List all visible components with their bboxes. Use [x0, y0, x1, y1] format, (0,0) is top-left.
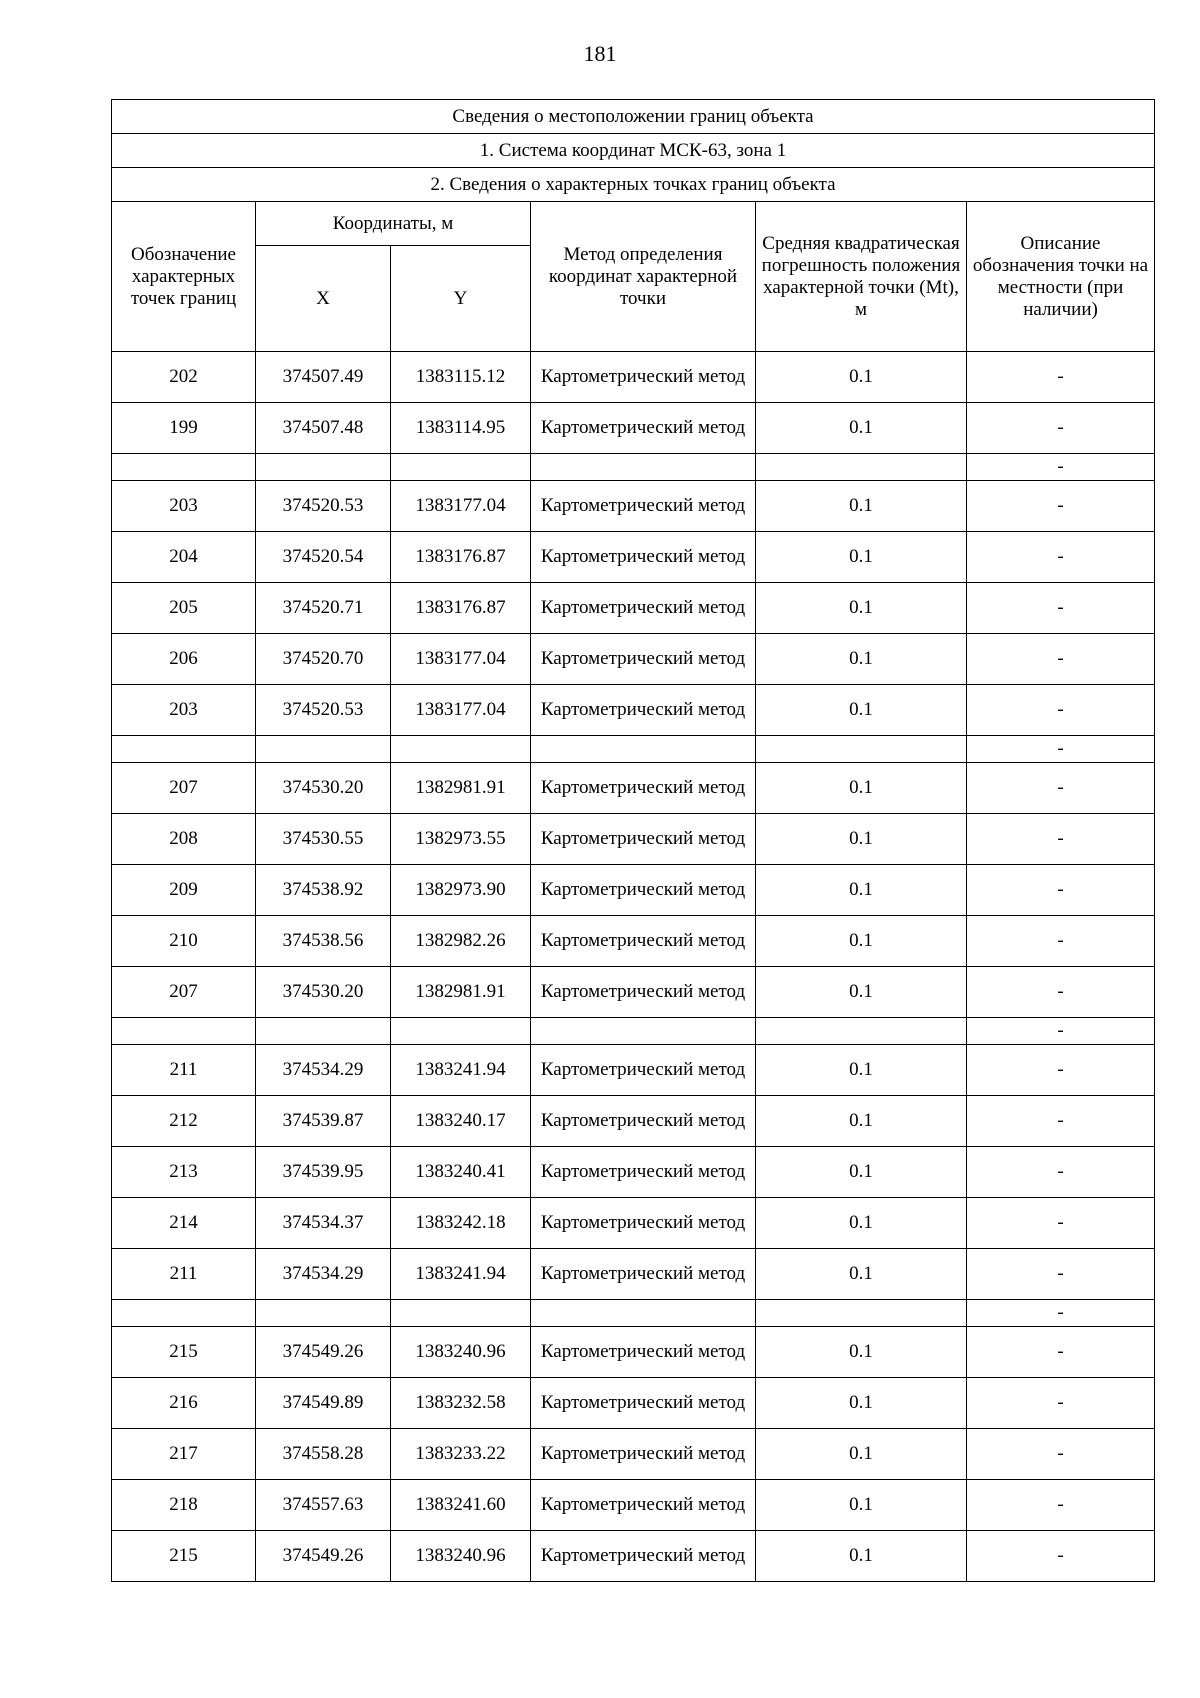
- point-id-cell: [112, 1300, 256, 1327]
- table-row: [112, 583, 1155, 634]
- description-cell: -: [967, 583, 1155, 634]
- error-cell: 0.1: [756, 481, 967, 532]
- method-cell: Картометрический метод: [531, 1429, 756, 1480]
- point-id-cell: 214: [112, 1198, 256, 1249]
- table-row: [112, 685, 1155, 736]
- error-cell: 0.1: [756, 1045, 967, 1096]
- method-cell: [531, 736, 756, 763]
- x-cell: 374558.28: [256, 1429, 391, 1480]
- y-cell: 1382973.90: [391, 865, 531, 916]
- description-cell: -: [967, 1096, 1155, 1147]
- x-cell: 374520.53: [256, 685, 391, 736]
- method-cell: [531, 1018, 756, 1045]
- table-row: [112, 481, 1155, 532]
- x-cell: 374530.20: [256, 967, 391, 1018]
- point-id-cell: 217: [112, 1429, 256, 1480]
- y-cell: 1382981.91: [391, 967, 531, 1018]
- point-id-cell: 206: [112, 634, 256, 685]
- separator-row: [112, 454, 1155, 481]
- x-cell: [256, 454, 391, 481]
- coordinate-system: 1. Система координат МСК-63, зона 1: [112, 134, 1155, 168]
- x-cell: [256, 1018, 391, 1045]
- description-cell: -: [967, 1045, 1155, 1096]
- error-cell: 0.1: [756, 1429, 967, 1480]
- description-cell: -: [967, 763, 1155, 814]
- y-cell: [391, 1018, 531, 1045]
- point-id-cell: 212: [112, 1096, 256, 1147]
- header-point: Обозначение характерных точек границ: [112, 202, 256, 352]
- section-title: 2. Сведения о характерных точках границ объекта: [112, 168, 1155, 202]
- error-cell: 0.1: [756, 634, 967, 685]
- method-cell: Картометрический метод: [531, 916, 756, 967]
- point-id-cell: 213: [112, 1147, 256, 1198]
- description-cell: -: [967, 403, 1155, 454]
- description-cell: -: [967, 454, 1155, 481]
- description-cell: -: [967, 865, 1155, 916]
- point-id-cell: 208: [112, 814, 256, 865]
- method-cell: Картометрический метод: [531, 1045, 756, 1096]
- y-cell: 1382973.55: [391, 814, 531, 865]
- x-cell: 374507.48: [256, 403, 391, 454]
- point-id-cell: 203: [112, 481, 256, 532]
- table-row: [112, 1378, 1155, 1429]
- x-cell: 374520.71: [256, 583, 391, 634]
- method-cell: Картометрический метод: [531, 1378, 756, 1429]
- description-cell: -: [967, 481, 1155, 532]
- y-cell: 1383242.18: [391, 1198, 531, 1249]
- method-cell: Картометрический метод: [531, 1327, 756, 1378]
- point-id-cell: 202: [112, 352, 256, 403]
- error-cell: [756, 454, 967, 481]
- table-row: [112, 814, 1155, 865]
- description-cell: -: [967, 1480, 1155, 1531]
- error-cell: 0.1: [756, 763, 967, 814]
- description-cell: -: [967, 1378, 1155, 1429]
- method-cell: Картометрический метод: [531, 814, 756, 865]
- y-cell: 1383232.58: [391, 1378, 531, 1429]
- boundary-points-table: [111, 99, 1155, 1582]
- table-row: [112, 763, 1155, 814]
- y-cell: 1383240.17: [391, 1096, 531, 1147]
- error-cell: 0.1: [756, 1249, 967, 1300]
- y-cell: 1383177.04: [391, 634, 531, 685]
- description-cell: -: [967, 1531, 1155, 1582]
- point-id-cell: 207: [112, 763, 256, 814]
- table-row: [112, 1147, 1155, 1198]
- error-cell: [756, 1018, 967, 1045]
- method-cell: Картометрический метод: [531, 532, 756, 583]
- x-cell: [256, 1300, 391, 1327]
- table-row: [112, 634, 1155, 685]
- header-coordinates: Координаты, м: [256, 202, 531, 246]
- point-id-cell: 209: [112, 865, 256, 916]
- description-cell: -: [967, 352, 1155, 403]
- description-cell: -: [967, 685, 1155, 736]
- method-cell: Картометрический метод: [531, 1096, 756, 1147]
- separator-row: [112, 736, 1155, 763]
- method-cell: Картометрический метод: [531, 403, 756, 454]
- error-cell: 0.1: [756, 916, 967, 967]
- error-cell: 0.1: [756, 814, 967, 865]
- header-method: Метод определения координат характерной точки: [531, 202, 756, 352]
- error-cell: 0.1: [756, 967, 967, 1018]
- x-cell: 374549.89: [256, 1378, 391, 1429]
- error-cell: 0.1: [756, 532, 967, 583]
- error-cell: 0.1: [756, 1531, 967, 1582]
- method-cell: Картометрический метод: [531, 1147, 756, 1198]
- x-cell: 374520.70: [256, 634, 391, 685]
- method-cell: Картометрический метод: [531, 481, 756, 532]
- point-id-cell: 203: [112, 685, 256, 736]
- point-id-cell: 199: [112, 403, 256, 454]
- x-cell: 374538.92: [256, 865, 391, 916]
- y-cell: 1383241.94: [391, 1249, 531, 1300]
- y-cell: 1383240.96: [391, 1531, 531, 1582]
- table-row: [112, 865, 1155, 916]
- description-cell: -: [967, 1429, 1155, 1480]
- method-cell: Картометрический метод: [531, 1249, 756, 1300]
- table-row: [112, 1531, 1155, 1582]
- description-cell: -: [967, 1300, 1155, 1327]
- method-cell: Картометрический метод: [531, 865, 756, 916]
- table-row: [112, 1249, 1155, 1300]
- page-number: 181: [583, 41, 617, 66]
- description-cell: -: [967, 916, 1155, 967]
- method-cell: Картометрический метод: [531, 685, 756, 736]
- error-cell: 0.1: [756, 583, 967, 634]
- y-cell: 1383233.22: [391, 1429, 531, 1480]
- x-cell: [256, 736, 391, 763]
- y-cell: 1383115.12: [391, 352, 531, 403]
- point-id-cell: 216: [112, 1378, 256, 1429]
- table-row: [112, 1480, 1155, 1531]
- point-id-cell: 204: [112, 532, 256, 583]
- error-cell: 0.1: [756, 352, 967, 403]
- x-cell: 374520.53: [256, 481, 391, 532]
- error-cell: 0.1: [756, 1198, 967, 1249]
- table-row: [112, 1198, 1155, 1249]
- x-cell: 374549.26: [256, 1531, 391, 1582]
- x-cell: 374539.87: [256, 1096, 391, 1147]
- x-cell: 374549.26: [256, 1327, 391, 1378]
- table-row: [112, 532, 1155, 583]
- method-cell: Картометрический метод: [531, 1198, 756, 1249]
- separator-row: [112, 1300, 1155, 1327]
- point-id-cell: 215: [112, 1327, 256, 1378]
- table-body: [112, 352, 1155, 1582]
- method-cell: [531, 1300, 756, 1327]
- table-row: [112, 1045, 1155, 1096]
- error-cell: [756, 1300, 967, 1327]
- table-row: [112, 352, 1155, 403]
- x-cell: 374539.95: [256, 1147, 391, 1198]
- y-cell: [391, 736, 531, 763]
- point-id-cell: [112, 736, 256, 763]
- y-cell: 1382981.91: [391, 763, 531, 814]
- header-x: X: [256, 246, 391, 352]
- method-cell: Картометрический метод: [531, 967, 756, 1018]
- y-cell: [391, 1300, 531, 1327]
- x-cell: 374538.56: [256, 916, 391, 967]
- y-cell: [391, 454, 531, 481]
- y-cell: 1383241.60: [391, 1480, 531, 1531]
- error-cell: 0.1: [756, 1378, 967, 1429]
- method-cell: Картометрический метод: [531, 763, 756, 814]
- error-cell: 0.1: [756, 685, 967, 736]
- description-cell: -: [967, 1018, 1155, 1045]
- description-cell: -: [967, 1147, 1155, 1198]
- error-cell: 0.1: [756, 865, 967, 916]
- table-row: [112, 916, 1155, 967]
- description-cell: -: [967, 1327, 1155, 1378]
- x-cell: 374530.20: [256, 763, 391, 814]
- x-cell: 374534.37: [256, 1198, 391, 1249]
- y-cell: 1383176.87: [391, 532, 531, 583]
- error-cell: 0.1: [756, 403, 967, 454]
- x-cell: 374530.55: [256, 814, 391, 865]
- point-id-cell: [112, 454, 256, 481]
- y-cell: 1383240.41: [391, 1147, 531, 1198]
- y-cell: 1383241.94: [391, 1045, 531, 1096]
- y-cell: 1382982.26: [391, 916, 531, 967]
- x-cell: 374534.29: [256, 1045, 391, 1096]
- method-cell: Картометрический метод: [531, 352, 756, 403]
- point-id-cell: 207: [112, 967, 256, 1018]
- point-id-cell: 211: [112, 1045, 256, 1096]
- description-cell: -: [967, 814, 1155, 865]
- y-cell: 1383176.87: [391, 583, 531, 634]
- table-row: [112, 1096, 1155, 1147]
- description-cell: -: [967, 532, 1155, 583]
- table-row: [112, 967, 1155, 1018]
- method-cell: Картометрический метод: [531, 583, 756, 634]
- description-cell: -: [967, 967, 1155, 1018]
- separator-row: [112, 1018, 1155, 1045]
- x-cell: 374507.49: [256, 352, 391, 403]
- description-cell: -: [967, 1198, 1155, 1249]
- y-cell: 1383177.04: [391, 481, 531, 532]
- y-cell: 1383240.96: [391, 1327, 531, 1378]
- point-id-cell: 215: [112, 1531, 256, 1582]
- method-cell: Картометрический метод: [531, 634, 756, 685]
- header-description: Описание обозначения точки на местности (при наличии): [967, 202, 1155, 352]
- error-cell: 0.1: [756, 1147, 967, 1198]
- method-cell: [531, 454, 756, 481]
- error-cell: 0.1: [756, 1096, 967, 1147]
- error-cell: 0.1: [756, 1327, 967, 1378]
- error-cell: [756, 736, 967, 763]
- method-cell: Картометрический метод: [531, 1480, 756, 1531]
- point-id-cell: 218: [112, 1480, 256, 1531]
- point-id-cell: 205: [112, 583, 256, 634]
- header-y: Y: [391, 246, 531, 352]
- x-cell: 374557.63: [256, 1480, 391, 1531]
- x-cell: 374534.29: [256, 1249, 391, 1300]
- x-cell: 374520.54: [256, 532, 391, 583]
- table-row: [112, 403, 1155, 454]
- error-cell: 0.1: [756, 1480, 967, 1531]
- point-id-cell: 210: [112, 916, 256, 967]
- point-id-cell: [112, 1018, 256, 1045]
- description-cell: -: [967, 634, 1155, 685]
- table-row: [112, 1429, 1155, 1480]
- header-error: Средняя квадратическая погрешность положения характерной точки (Mt), м: [756, 202, 967, 352]
- table-title: Сведения о местоположении границ объекта: [112, 100, 1155, 134]
- method-cell: Картометрический метод: [531, 1531, 756, 1582]
- table-row: [112, 1327, 1155, 1378]
- y-cell: 1383114.95: [391, 403, 531, 454]
- y-cell: 1383177.04: [391, 685, 531, 736]
- description-cell: -: [967, 736, 1155, 763]
- description-cell: -: [967, 1249, 1155, 1300]
- point-id-cell: 211: [112, 1249, 256, 1300]
